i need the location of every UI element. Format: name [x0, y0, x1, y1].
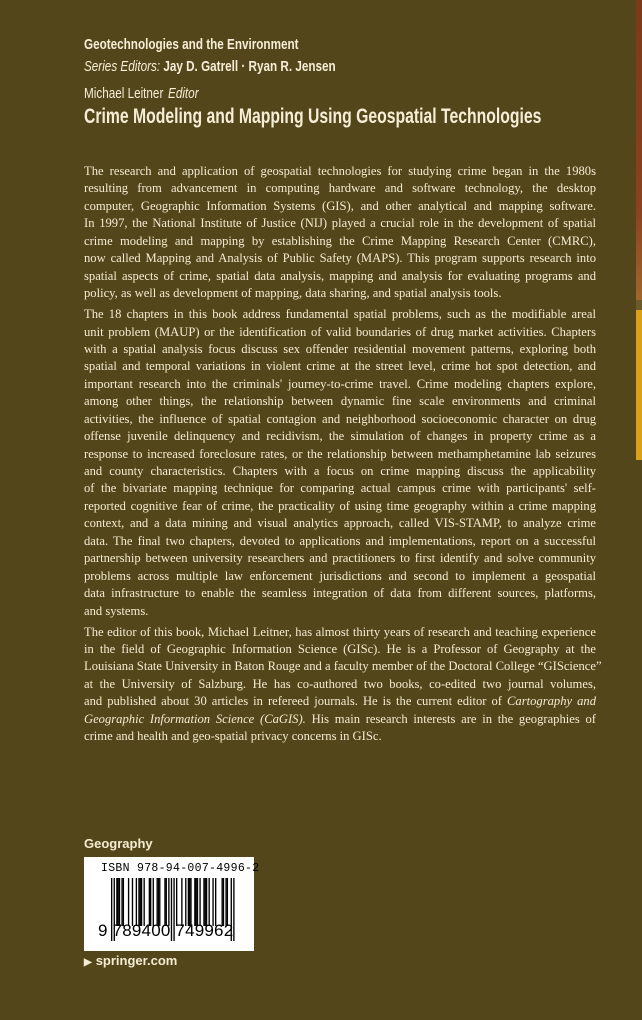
series-editors-names: Jay D. Gatrell · Ryan R. Jensen: [163, 58, 336, 75]
springer-url[interactable]: springer.com: [95, 953, 178, 968]
paragraph: [84, 306, 596, 620]
text-line: [84, 693, 596, 710]
spine-image-edge: [636, 0, 642, 300]
barcode-bar: [203, 878, 204, 926]
barcode-bar: [118, 878, 119, 926]
barcode-bar: [205, 878, 206, 926]
text-line: computer, Geographic Information Systems (GIS), and other analytical and mapping software.: [84, 198, 596, 213]
barcode-bar: [196, 878, 197, 926]
barcode-bar: [188, 878, 189, 926]
italic-title: Cartography and: [507, 694, 596, 709]
barcode-bar: [168, 878, 169, 926]
text-line: problems across multiple law enforcement jurisdictions and second to implement a geospatial: [84, 568, 596, 583]
barcode-bar: [215, 878, 216, 926]
text-line: with a spatial analysis focus discuss sex offender residential movement patterns, exploring both: [84, 341, 596, 356]
barcode-bar: [194, 878, 195, 926]
subject-label: Geography: [84, 836, 153, 851]
barcode-bar: [136, 878, 137, 926]
barcode-bar: [144, 878, 145, 926]
barcode-bar: [164, 878, 165, 926]
barcode-bar: [185, 878, 186, 926]
text-line: spatial and temporal variations in violent crime at the street level, crime hot spot detection, and: [84, 359, 596, 374]
text-line: policy, as well as development of mapping, data sharing, and spatial analysis tools.: [84, 286, 502, 301]
italic-title: Geographic Information Science (CaGIS).: [84, 711, 306, 726]
editor-role: Editor: [168, 85, 199, 102]
barcode-bar: [212, 878, 213, 926]
text-line: Louisiana State University in Baton Rouge and a faculty member of the Doctoral College “GIScience”: [84, 659, 602, 674]
text-line: In 1997, the National Institute of Justice (NIJ) played a crucial role in the development of spatial: [84, 216, 596, 231]
isbn-text: ISBN 978-94-007-4996-2: [101, 862, 260, 875]
barcode-bar: [197, 878, 198, 926]
barcode-bar: [116, 878, 117, 926]
barcode-bar: [157, 878, 158, 926]
text-line: offense juvenile delinquency and recidivism, the simulation of changes in property crime as a: [84, 429, 596, 444]
barcode-bar: [121, 878, 122, 926]
text-line: now called Mapping and Analysis of Public Safety (MAPS). This program supports research into: [84, 251, 596, 266]
text-line: crime modeling and mapping by establishing the Crime Mapping Research Center (CMRC),: [84, 233, 596, 248]
barcode-bar: [223, 878, 224, 926]
spine-gold-band: [636, 310, 642, 460]
barcode-bar: [132, 878, 133, 926]
springer-link[interactable]: [84, 953, 177, 968]
text-line: data. The final two chapters, devoted to applications and implementations, report on a successful: [84, 533, 596, 548]
text-line: context, and a data mining and visual analytics approach, called VIS-STAMP, to analyze crime: [84, 516, 596, 531]
barcode-bar: [206, 878, 207, 926]
text-line: of the bivariate mapping technique for comparing actual campus crime with participants' self-: [84, 481, 596, 496]
text-line: among other things, the relationship between dynamic fine scale environments and criminal: [84, 394, 596, 409]
text-line: unit problem (MAUP) or the identification of valid boundaries of drug market activities. Chapters: [84, 324, 596, 339]
barcode-bar: [159, 878, 160, 926]
text-line: spatial aspects of crime, spatial data analysis, mapping and analysis for evaluating programs and: [84, 268, 596, 283]
barcode-bar: [222, 878, 223, 926]
ean-digits: 9 789400 749962: [98, 921, 234, 940]
paragraph: [84, 163, 596, 303]
text-line: The research and application of geospatial technologies for studying crime began in the 1980s: [84, 164, 596, 178]
text-line: data infrastructure to enable the seamless integration of data from different sources, platforms,: [84, 586, 596, 601]
text-segment: and published about 30 articles in refereed journals. He is the current editor of: [84, 694, 508, 709]
barcode-bar: [138, 878, 139, 926]
book-title: Crime Modeling and Mapping Using Geospatial Technologies: [84, 105, 542, 128]
barcode-bar: [199, 878, 200, 926]
text-line: and county characteristics. Chapters with a focus on crime mapping discuss the applicability: [84, 464, 596, 479]
editor-name: Michael Leitner: [84, 85, 164, 102]
arrow-right-icon: ▶: [84, 957, 92, 968]
barcode-bar: [176, 878, 177, 926]
series-editors: [84, 58, 336, 75]
text-line: and systems.: [84, 603, 149, 618]
barcode-bar: [123, 878, 124, 926]
text-line: crime and health and geo-spatial privacy concerns in GISc.: [84, 729, 382, 744]
series-title: Geotechnologies and the Environment: [84, 36, 299, 53]
text-line: reported cognitive fear of crime, the practicality of using time geography within a crime mapping: [84, 498, 596, 513]
barcode-bar: [189, 878, 190, 926]
text-line: at the University of Salzburg. He has co-authored two books, co-edited two journal volumes,: [84, 676, 596, 691]
barcode-bar: [150, 878, 151, 926]
barcode-bar: [140, 878, 141, 926]
barcode-bar: [181, 878, 182, 926]
barcode-bar: [128, 878, 129, 926]
text-line: activities, the influence of spatial contagion and neighborhood socioeconomic character on drug: [84, 411, 596, 426]
text-line: partnership between university researchers and practitioners to first identify and solve community: [84, 551, 596, 566]
barcode-bar: [233, 878, 234, 941]
book-editor: [84, 85, 199, 102]
text-segment: His main research interests are in the geographies of: [305, 711, 596, 726]
barcode-bar: [190, 878, 191, 926]
text-line: in the field of Geographic Information Science (GISc). He is a Professor of Geography at the: [84, 642, 596, 656]
barcode-bar: [153, 878, 154, 926]
barcode-bar: [209, 878, 210, 926]
barcode-bar: [141, 878, 142, 926]
isbn-barcode: [84, 857, 260, 951]
barcode-bar: [119, 878, 120, 926]
barcode-bar: [227, 878, 228, 926]
barcode-bar: [158, 878, 159, 926]
paragraph: [84, 624, 602, 746]
text-line: response to increased foreclosure rates, or the relationship between methamphetamine lab seizures: [84, 446, 596, 461]
barcode-bar: [166, 878, 167, 926]
barcode-bar: [149, 878, 150, 926]
text-line: The editor of this book, Michael Leitner, has almost thirty years of research and teaching experience: [84, 624, 596, 639]
barcode-bar: [225, 878, 226, 926]
series-editors-label: Series Editors:: [84, 58, 161, 75]
text-line: The 18 chapters in this book address fundamental spatial problems, such as the modifiable areal: [84, 307, 596, 322]
text-line: [84, 711, 596, 728]
blurb-text: [84, 163, 602, 749]
spine-divider: [636, 300, 642, 310]
text-line: important research into the criminals' journey-to-crime travel. Crime modeling chapters explore,: [84, 376, 596, 391]
text-line: resulting from advancement in computing hardware and software technology, the desktop: [84, 181, 596, 196]
